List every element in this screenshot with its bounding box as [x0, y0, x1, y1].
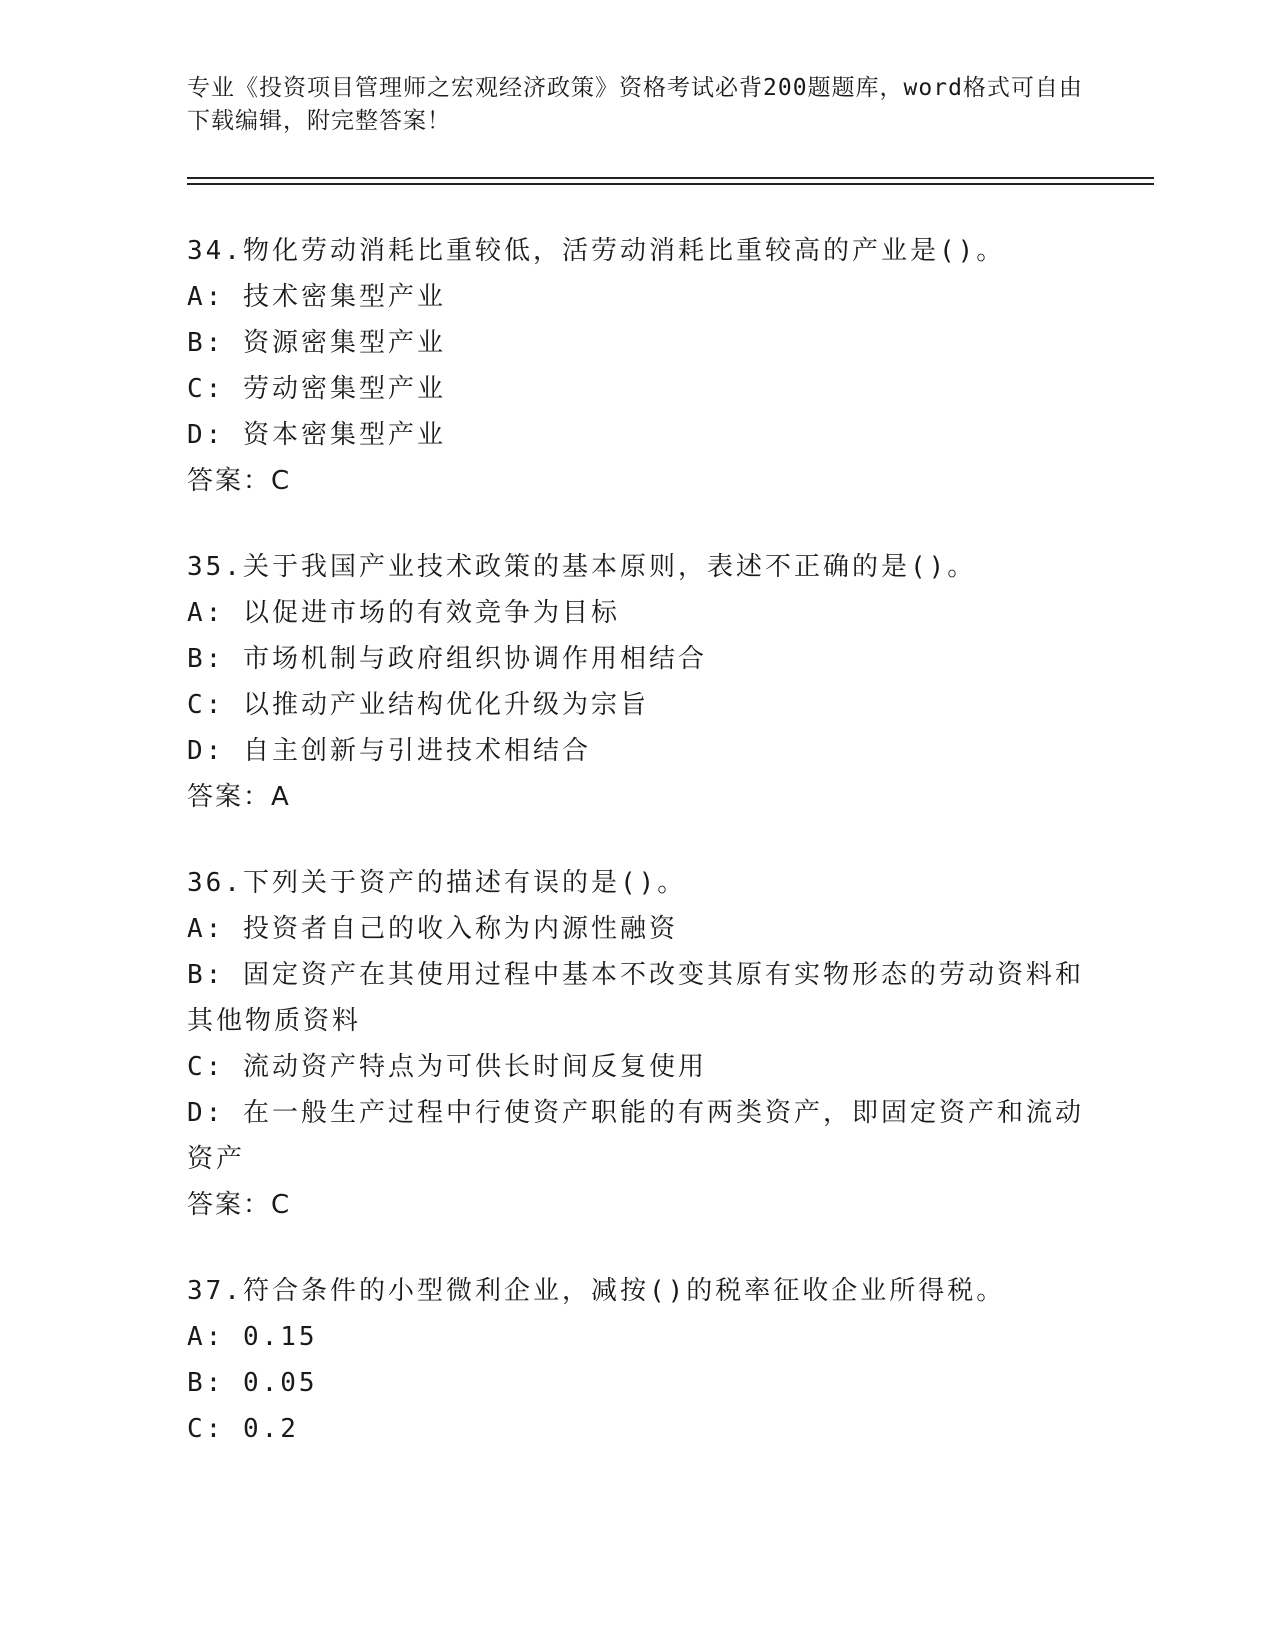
question-list	[187, 228, 1087, 1492]
answer-label: 答案：	[187, 1190, 272, 1220]
question-stem: 37.符合条件的小型微利企业，减按()的税率征收企业所得税。	[187, 1276, 1006, 1306]
option-a: A: 0.15	[187, 1322, 318, 1352]
option-b: B: 市场机制与政府组织协调作用相结合	[187, 644, 707, 674]
answer-line	[187, 1182, 1087, 1228]
option-d: D: 自主创新与引进技术相结合	[187, 736, 591, 766]
question-37	[187, 1268, 1087, 1452]
answer-value: C	[271, 466, 292, 496]
question-stem: 34.物化劳动消耗比重较低，活劳动消耗比重较高的产业是()。	[187, 236, 1006, 266]
question-34	[187, 228, 1087, 504]
question-stem: 36.下列关于资产的描述有误的是()。	[187, 868, 687, 898]
option-a: A: 投资者自己的收入称为内源性融资	[187, 914, 678, 944]
header-divider-bottom	[187, 183, 1154, 185]
option-c: C: 劳动密集型产业	[187, 374, 446, 404]
question-36	[187, 860, 1087, 1228]
answer-label: 答案：	[187, 466, 272, 496]
option-c: C: 0.2	[187, 1414, 299, 1444]
question-stem: 35.关于我国产业技术政策的基本原则，表述不正确的是()。	[187, 552, 977, 582]
answer-value: A	[271, 782, 291, 812]
option-a: A: 技术密集型产业	[187, 282, 446, 312]
answer-line	[187, 774, 1087, 820]
option-b: B: 固定资产在其使用过程中基本不改变其原有实物形态的劳动资料和其他物质资料	[187, 960, 1084, 1036]
header-divider-top	[187, 177, 1154, 179]
option-a: A: 以促进市场的有效竞争为目标	[187, 598, 620, 628]
option-c: C: 流动资产特点为可供长时间反复使用	[187, 1052, 707, 1082]
answer-value: C	[271, 1190, 292, 1220]
document-header: 专业《投资项目管理师之宏观经济政策》资格考试必背200题题库，word格式可自由下载编辑，附完整答案！	[187, 75, 1083, 134]
option-b: B: 资源密集型产业	[187, 328, 446, 358]
option-b: B: 0.05	[187, 1368, 318, 1398]
option-c: C: 以推动产业结构优化升级为宗旨	[187, 690, 649, 720]
answer-label: 答案：	[187, 782, 272, 812]
option-d: D: 资本密集型产业	[187, 420, 446, 450]
answer-line	[187, 458, 1087, 504]
question-35	[187, 544, 1087, 820]
option-d: D: 在一般生产过程中行使资产职能的有两类资产，即固定资产和流动资产	[187, 1098, 1084, 1174]
